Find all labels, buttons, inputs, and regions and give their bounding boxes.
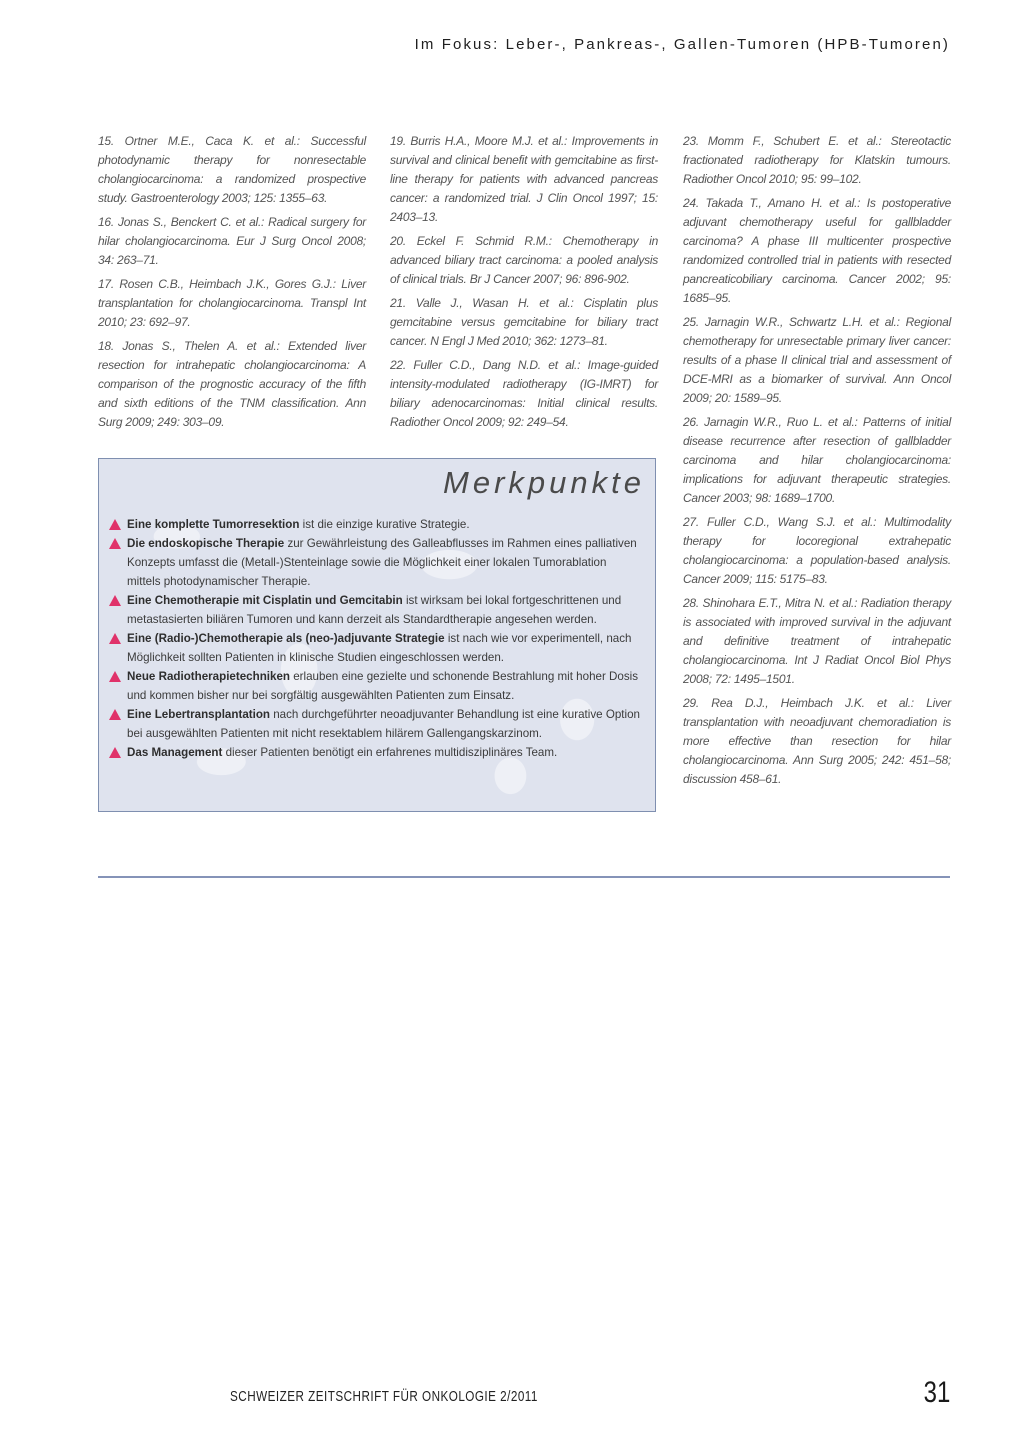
triangle-bullet-icon [109, 747, 121, 758]
reference-item: 15. Ortner M.E., Caca K. et al.: Successful photodynamic therapy for nonresectable cholangiocarcinoma: a randomized prospective study. Gastroenterology 2003; 125: 1355–63. [98, 134, 366, 205]
reference-item: 21. Valle J., Wasan H. et al.: Cisplatin plus gemcitabine versus gemcitabine for biliary tract cancer. N Engl J Med 2010; 362: 1273–81. [390, 296, 658, 348]
merkpunkt-keyword: Eine Chemotherapie mit Cisplatin und Gemcitabin [127, 594, 403, 607]
merkpunkt-text: nach durchgeführter neoadjuvanter Behandlung ist eine kurative Option bei ausgewählten Patienten mit nicht resektablem hilärem Gallengangskarzinom. [127, 708, 640, 740]
merkpunkt-text: zur Gewährleistung des Galleabflusses im Rahmen eines palliativen Konzepts umfasst die (Metall-)Stenteinlage sowie die Möglichkeit einer lokalen Tumorablation mittels photodynamischer Therapie. [127, 537, 637, 588]
horizontal-divider [98, 876, 950, 878]
merkpunkt-text: ist wirksam bei lokal fortgeschrittenen und metastasierten biliären Tumoren und kann derzeit als Standardtherapie angesehen werden. [127, 594, 622, 626]
triangle-bullet-icon [109, 519, 121, 530]
reference-item: 28. Shinohara E.T., Mitra N. et al.: Radiation therapy is associated with improved survival in the adjuvant and definitive treatment of intrahepatic cholangiocarcinoma. Int J Radiat Oncol Biol Phys 2008; 72: 1495–1501. [683, 596, 951, 686]
merkpunkt-keyword: Eine komplette Tumorresektion [127, 518, 300, 531]
merkpunkt-item [109, 515, 643, 534]
triangle-bullet-icon [109, 595, 121, 606]
merkpunkt-text: erlauben eine gezielte und schonende Bestrahlung mit hoher Dosis und kommen bisher nur bei sorgfältig ausgewählten Patienten zum Einsatz. [127, 670, 639, 702]
reference-item: 22. Fuller C.D., Dang N.D. et al.: Image-guided intensity-modulated radiotherapy (IG-IMRT) for biliary adenocarcinomas: Initial clinical results. Radiother Oncol 2009; 92: 249–54. [390, 358, 658, 429]
references-column-1 [98, 132, 366, 437]
reference-item: 26. Jarnagin W.R., Ruo L. et al.: Patterns of initial disease recurrence after resection of gallbladder carcinoma and hilar cholangiocarcinoma: implications for adjuvant therapeutic strategies. Cancer 2003; 98: 1689–1700. [683, 415, 951, 505]
reference-item: 16. Jonas S., Benckert C. et al.: Radical surgery for hilar cholangiocarcinoma. Eur J Surg Oncol 2008; 34: 263–71. [98, 215, 366, 267]
references-column-3 [683, 132, 951, 794]
reference-item: 27. Fuller C.D., Wang S.J. et al.: Multimodality therapy for locoregional extrahepatic cholangiocarcinoma: a population-based analysis. Cancer 2009; 115: 5175–83. [683, 515, 951, 586]
merkpunkte-title: Merkpunkte [443, 465, 645, 500]
reference-item: 17. Rosen C.B., Heimbach J.K., Gores G.J.: Liver transplantation for cholangiocarcinoma. Transpl Int 2010; 23: 692–97. [98, 277, 366, 329]
merkpunkt-item [109, 534, 643, 591]
triangle-bullet-icon [109, 709, 121, 720]
merkpunkt-text: dieser Patienten benötigt ein erfahrenes multidisziplinäres Team. [222, 746, 558, 759]
reference-item: 18. Jonas S., Thelen A. et al.: Extended liver resection for intrahepatic cholangiocarcinoma: A comparison of the prognostic accuracy of the fifth and sixth editions of the TNM classification. Ann Surg 2009; 249: 303–09. [98, 339, 366, 429]
merkpunkt-text: ist die einzige kurative Strategie. [299, 518, 470, 531]
merkpunkt-item [109, 705, 643, 743]
reference-item: 25. Jarnagin W.R., Schwartz L.H. et al.: Regional chemotherapy for unresectable primary liver cancer: results of a phase II clinical trial and assessment of DCE-MRI as a biomarker of survival. Ann Oncol 2009; 20: 1589–95. [683, 315, 951, 405]
reference-item: 24. Takada T., Amano H. et al.: Is postoperative adjuvant chemotherapy useful for gallbladder carcinoma? A phase III multicenter prospective randomized controlled trial in patients with resected pancreaticobiliary carcinoma. Cancer 2002; 95: 1685–95. [683, 196, 951, 305]
merkpunkte-box [98, 458, 656, 812]
merkpunkt-keyword: Eine Lebertransplantation [127, 708, 271, 721]
merkpunkt-keyword: Das Management [127, 746, 223, 759]
page-number: 31 [923, 1376, 950, 1409]
references-column-2 [390, 132, 658, 437]
triangle-bullet-icon [109, 633, 121, 644]
reference-item: 29. Rea D.J., Heimbach J.K. et al.: Liver transplantation with neoadjuvant chemoradiation is more effective than resection for hilar cholangiocarcinoma. Ann Surg 2005; 242: 451–58; discussion 458–61. [683, 696, 951, 786]
merkpunkt-keyword: Die endoskopische Therapie [127, 537, 285, 550]
footer-journal-title: SCHWEIZER ZEITSCHRIFT FÜR ONKOLOGIE 2/2011 [230, 1388, 538, 1405]
reference-item: 20. Eckel F. Schmid R.M.: Chemotherapy in advanced biliary tract carcinoma: a pooled analysis of clinical trials. Br J Cancer 2007; 96: 896-902. [390, 234, 658, 286]
reference-item: 23. Momm F., Schubert E. et al.: Stereotactic fractionated radiotherapy for Klatskin tumours. Radiother Oncol 2010; 95: 99–102. [683, 134, 951, 186]
reference-item: 19. Burris H.A., Moore M.J. et al.: Improvements in survival and clinical benefit with gemcitabine as first-line therapy for patients with advanced pancreas cancer: a randomized trial. J Clin Oncol 1997; 15: 2403–13. [390, 134, 658, 224]
triangle-bullet-icon [109, 538, 121, 549]
merkpunkte-list [109, 515, 643, 762]
merkpunkt-keyword: Neue Radiotherapietechniken [127, 670, 290, 683]
merkpunkt-item [109, 743, 643, 762]
merkpunkt-item [109, 629, 643, 667]
merkpunkt-text: ist nach wie vor experimentell, nach Möglichkeit sollten Patienten in klinische Studien eingeschlossen werden. [127, 632, 632, 664]
merkpunkt-keyword: Eine (Radio-)Chemotherapie als (neo-)adjuvante Strategie [127, 632, 445, 645]
running-header: Im Fokus: Leber-, Pankreas-, Gallen-Tumoren (HPB-Tumoren) [414, 36, 950, 53]
merkpunkt-item [109, 667, 643, 705]
triangle-bullet-icon [109, 671, 121, 682]
merkpunkt-item [109, 591, 643, 629]
